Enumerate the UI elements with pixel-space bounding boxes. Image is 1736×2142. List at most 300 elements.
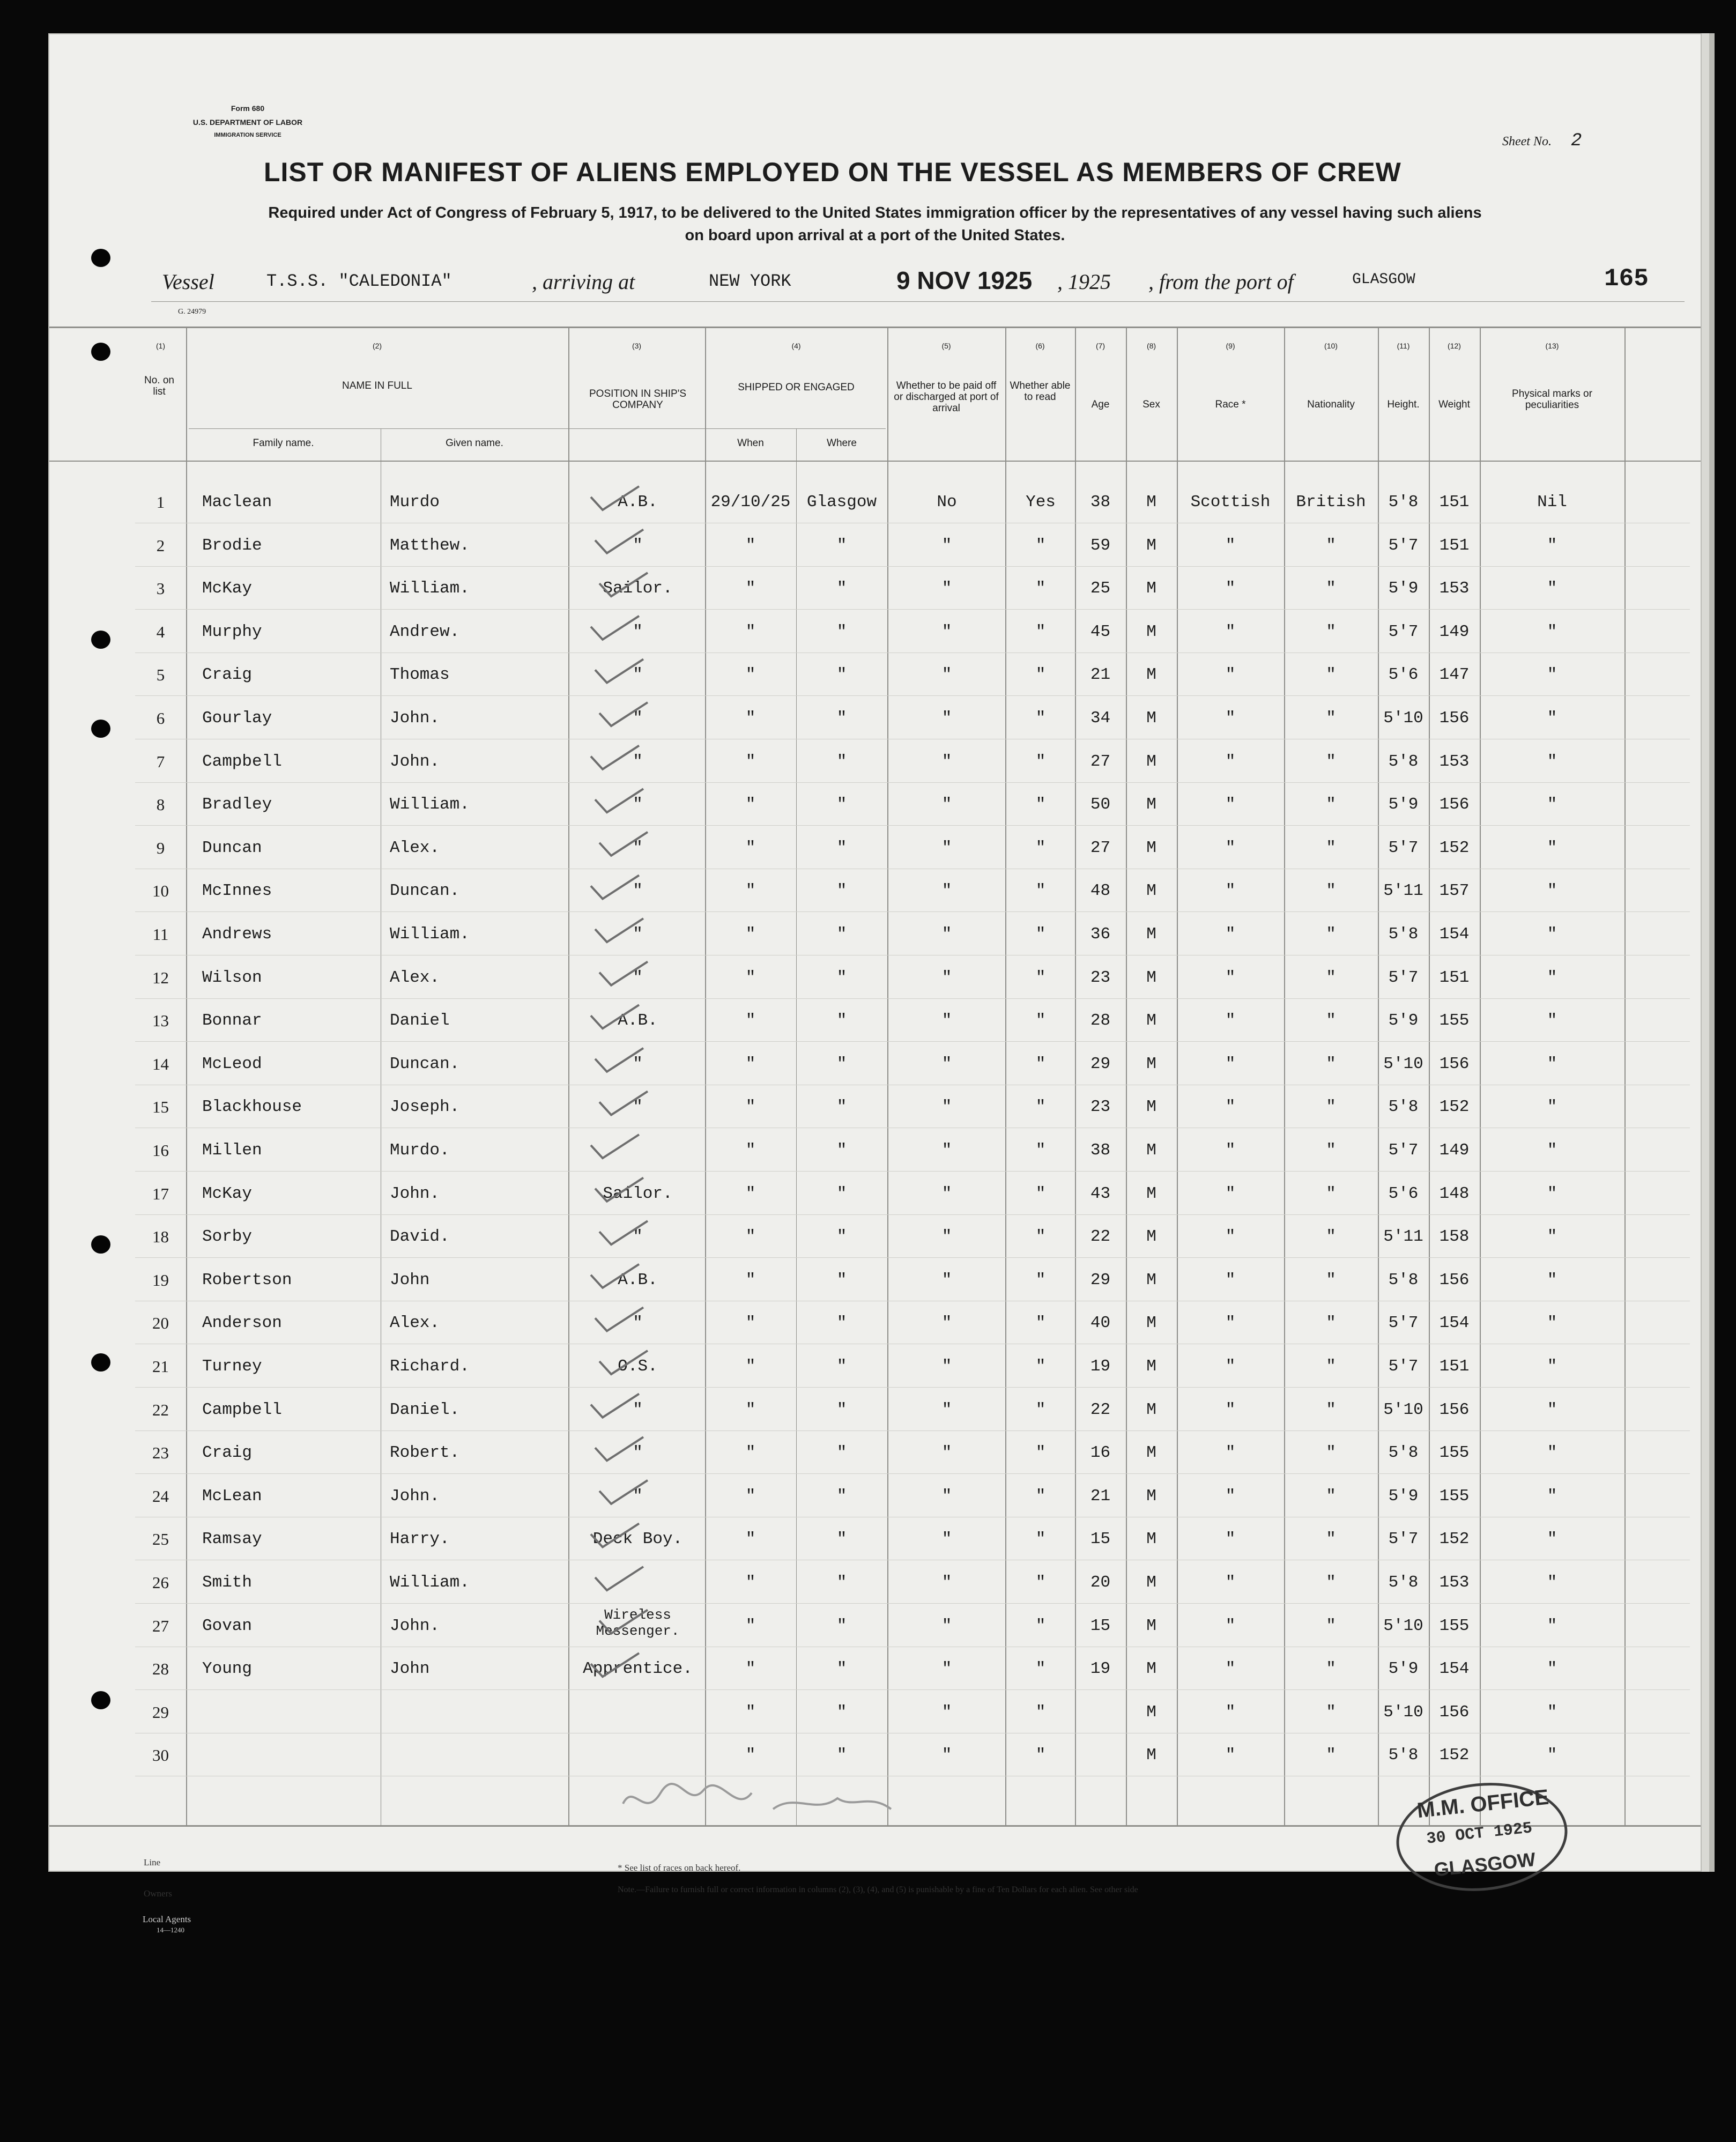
row-number-cell: 12 <box>152 968 169 987</box>
able-to-read-cell: " <box>1035 1573 1046 1592</box>
position-cell: " <box>633 795 643 814</box>
shipped-where-cell: " <box>836 579 847 598</box>
shipped-where-cell: " <box>836 1746 847 1765</box>
weight-cell: 151 <box>1439 493 1470 512</box>
sex-cell: M <box>1146 1443 1156 1463</box>
col12-header: Weight <box>1438 399 1470 410</box>
family-name-cell: Govan <box>202 1616 253 1635</box>
given-name-cell: John. <box>390 709 440 728</box>
row-number-cell: 2 <box>156 536 165 555</box>
sex-cell: M <box>1146 493 1156 512</box>
family-name-cell: Bonnar <box>202 1011 262 1031</box>
row-rule <box>135 1041 1690 1042</box>
vessel-line-rule <box>151 301 1685 302</box>
nationality-cell: " <box>1326 1270 1336 1289</box>
family-name-cell: Duncan <box>202 838 262 857</box>
weight-cell: 156 <box>1439 795 1470 814</box>
weight-cell: 156 <box>1439 1400 1470 1419</box>
col2-header: NAME IN FULL <box>342 380 412 391</box>
paid-off-cell: " <box>941 968 952 987</box>
table-row <box>49 1215 1701 1258</box>
sheet-label-text: Sheet No. <box>1502 135 1552 149</box>
paid-off-cell: " <box>941 752 952 771</box>
height-cell: 5'9 <box>1388 579 1419 598</box>
shipped-when-cell: " <box>745 1357 756 1376</box>
age-cell: 15 <box>1090 1530 1111 1549</box>
table-row <box>49 827 1701 870</box>
paid-off-cell: " <box>941 1573 952 1592</box>
height-cell: 5'7 <box>1388 536 1419 555</box>
nationality-cell: " <box>1326 665 1336 685</box>
position-cell: A.B. <box>618 493 658 512</box>
col1-header: No. on list <box>144 375 174 397</box>
nationality-cell: " <box>1326 1098 1336 1117</box>
age-cell: 23 <box>1090 968 1111 987</box>
paid-off-cell: " <box>941 1141 952 1160</box>
col8-header: Sex <box>1143 399 1160 410</box>
row-number-cell: 1 <box>156 493 165 512</box>
height-cell: 5'7 <box>1388 968 1419 987</box>
race-cell: " <box>1225 1530 1236 1549</box>
shipped-when-cell: " <box>745 1098 756 1117</box>
age-cell: 36 <box>1090 925 1111 944</box>
shipped-when-cell: " <box>745 579 756 598</box>
shipped-when-cell: " <box>745 1530 756 1549</box>
position-cell: Apprentice. <box>583 1659 693 1679</box>
paid-off-cell: " <box>941 1184 952 1203</box>
weight-cell: 155 <box>1439 1011 1470 1031</box>
paid-off-cell: " <box>941 1443 952 1463</box>
able-to-read-cell: " <box>1035 1098 1046 1117</box>
height-cell: 5'8 <box>1388 1270 1419 1289</box>
given-name-cell: John <box>390 1270 430 1289</box>
row-number-cell: 28 <box>152 1659 169 1679</box>
row-number-cell: 29 <box>152 1702 169 1722</box>
nationality-cell: " <box>1326 622 1336 641</box>
nationality-cell: " <box>1326 881 1336 901</box>
physical-marks-cell: " <box>1547 1270 1557 1289</box>
table-row <box>49 1173 1701 1215</box>
age-cell: 59 <box>1090 536 1111 555</box>
position-cell: " <box>633 968 643 987</box>
race-cell: " <box>1225 1098 1236 1117</box>
shipped-when-cell: 29/10/25 <box>710 493 791 512</box>
nationality-cell: " <box>1326 1141 1336 1160</box>
sex-cell: M <box>1146 968 1156 987</box>
age-cell: 22 <box>1090 1400 1111 1419</box>
race-cell: " <box>1225 709 1236 728</box>
weight-cell: 154 <box>1439 1314 1470 1333</box>
row-rule <box>135 566 1690 567</box>
position-cell: " <box>633 925 643 944</box>
form-number: Form 680 <box>231 104 265 113</box>
shipped-when-cell: " <box>745 622 756 641</box>
sheet-number: 2 <box>1570 131 1582 151</box>
paid-off-cell: " <box>941 881 952 901</box>
family-name-cell: Blackhouse <box>202 1098 302 1117</box>
family-name-cell: Craig <box>202 665 253 685</box>
shipped-when-cell: " <box>745 838 756 857</box>
row-number-cell: 27 <box>152 1616 169 1635</box>
able-to-read-cell: " <box>1035 665 1046 685</box>
nationality-cell: " <box>1326 1443 1336 1463</box>
physical-marks-cell: " <box>1547 1486 1557 1506</box>
sex-cell: M <box>1146 665 1156 685</box>
table-row <box>49 1561 1701 1604</box>
race-cell: " <box>1225 838 1236 857</box>
shipped-where-cell: " <box>836 665 847 685</box>
given-name-cell: Andrew. <box>390 622 460 641</box>
col11-header: Height. <box>1387 399 1420 410</box>
weight-cell: 154 <box>1439 925 1470 944</box>
table-row <box>49 611 1701 654</box>
paid-off-cell: " <box>941 536 952 555</box>
able-to-read-cell: " <box>1035 1443 1046 1463</box>
shipped-when-cell: " <box>745 1011 756 1031</box>
department-name: U.S. DEPARTMENT OF LABOR <box>192 118 303 127</box>
family-name-cell: Sorby <box>202 1227 253 1247</box>
weight-cell: 152 <box>1439 838 1470 857</box>
nationality-cell: " <box>1326 1184 1336 1203</box>
nationality-cell: " <box>1326 1011 1336 1031</box>
weight-cell: 152 <box>1439 1530 1470 1549</box>
paid-off-cell: " <box>941 1011 952 1031</box>
weight-cell: 153 <box>1439 1573 1470 1592</box>
position-cell: " <box>633 752 643 771</box>
able-to-read-cell: Yes <box>1026 493 1056 512</box>
physical-marks-cell: " <box>1547 1011 1557 1031</box>
height-cell: 5'9 <box>1388 1486 1419 1506</box>
sex-cell: M <box>1146 1314 1156 1333</box>
age-cell: 45 <box>1090 622 1111 641</box>
sex-cell: M <box>1146 536 1156 555</box>
sex-cell: M <box>1146 1227 1156 1247</box>
shipped-where-cell: " <box>836 1486 847 1506</box>
nationality-cell: " <box>1326 1314 1336 1333</box>
table-row <box>49 957 1701 999</box>
sex-cell: M <box>1146 1184 1156 1203</box>
col13-number: (13) <box>1545 342 1559 350</box>
row-number-cell: 20 <box>152 1314 169 1333</box>
family-name-cell: McKay <box>202 1184 253 1203</box>
year-label: , 1925 <box>1057 270 1111 294</box>
col2b-header: Given name. <box>446 438 503 449</box>
sex-cell: M <box>1146 1098 1156 1117</box>
nationality-cell: " <box>1326 709 1336 728</box>
height-cell: 5'10 <box>1383 1054 1423 1073</box>
table-row <box>49 654 1701 696</box>
table-row <box>49 1734 1701 1777</box>
physical-marks-cell: " <box>1547 1746 1557 1765</box>
table-row <box>49 481 1701 524</box>
sex-cell: M <box>1146 925 1156 944</box>
sex-cell: M <box>1146 579 1156 598</box>
race-cell: " <box>1225 1141 1236 1160</box>
col11-number: (11) <box>1397 342 1410 350</box>
col5-header: Whether to be paid off or discharged at port of arrival <box>894 380 999 414</box>
family-name-cell: McLean <box>202 1486 262 1506</box>
row-number-cell: 11 <box>152 925 169 944</box>
age-cell: 25 <box>1090 579 1111 598</box>
height-cell: 5'8 <box>1388 1443 1419 1463</box>
shipped-where-cell: " <box>836 1098 847 1117</box>
table-row <box>49 740 1701 783</box>
height-cell: 5'6 <box>1388 1184 1419 1203</box>
nationality-cell: " <box>1326 1400 1336 1419</box>
position-cell: " <box>633 622 643 641</box>
row-number-cell: 7 <box>156 752 165 771</box>
height-cell: 5'7 <box>1388 838 1419 857</box>
height-cell: 5'8 <box>1388 493 1419 512</box>
physical-marks-cell: " <box>1547 1314 1557 1333</box>
given-name-cell: Murdo. <box>390 1141 450 1160</box>
stamp-city: GLASGOW <box>1433 1848 1537 1881</box>
height-cell: 5'7 <box>1388 1314 1419 1333</box>
subtitle-line-2: on board upon arrival at a port of the United States. <box>685 227 1065 244</box>
height-cell: 5'8 <box>1388 925 1419 944</box>
shipped-when-cell: " <box>745 1184 756 1203</box>
race-cell: " <box>1225 1702 1236 1722</box>
able-to-read-cell: " <box>1035 752 1046 771</box>
given-name-cell: Duncan. <box>390 1054 460 1073</box>
height-cell: 5'7 <box>1388 1141 1419 1160</box>
col4a-header: When <box>737 438 764 449</box>
shipped-where-cell: " <box>836 1270 847 1289</box>
able-to-read-cell: " <box>1035 1011 1046 1031</box>
given-name-cell: John. <box>390 752 440 771</box>
race-cell: " <box>1225 1270 1236 1289</box>
col3-number: (3) <box>632 342 642 350</box>
page-number: 165 <box>1604 265 1649 293</box>
given-name-cell: David. <box>390 1227 450 1247</box>
shipped-when-cell: " <box>745 1659 756 1679</box>
handwritten-annotation <box>612 1772 934 1847</box>
given-name-cell: Alex. <box>390 1314 440 1333</box>
able-to-read-cell: " <box>1035 536 1046 555</box>
shipped-where-cell: " <box>836 881 847 901</box>
binder-hole <box>91 249 110 267</box>
shipped-where-cell: " <box>836 1659 847 1679</box>
given-name-cell: William. <box>390 1573 470 1592</box>
paid-off-cell: " <box>941 1054 952 1073</box>
nationality-cell: " <box>1326 752 1336 771</box>
shipped-where-cell: " <box>836 1054 847 1073</box>
race-cell: " <box>1225 881 1236 901</box>
row-number-cell: 22 <box>152 1400 169 1419</box>
sex-cell: M <box>1146 1270 1156 1289</box>
shipped-where-cell: " <box>836 1227 847 1247</box>
age-cell: 27 <box>1090 752 1111 771</box>
age-cell: 43 <box>1090 1184 1111 1203</box>
table-row <box>49 913 1701 956</box>
sex-cell: M <box>1146 1616 1156 1635</box>
race-cell: " <box>1225 1054 1236 1073</box>
family-name-cell: McKay <box>202 579 253 598</box>
sex-cell: M <box>1146 1054 1156 1073</box>
table-row <box>49 1086 1701 1129</box>
row-number-cell: 16 <box>152 1141 169 1160</box>
paid-off-cell: " <box>941 665 952 685</box>
footer-owners-label: Owners <box>144 1888 172 1899</box>
able-to-read-cell: " <box>1035 1746 1046 1765</box>
sex-cell: M <box>1146 1141 1156 1160</box>
row-rule <box>135 1214 1690 1215</box>
able-to-read-cell: " <box>1035 1486 1046 1506</box>
position-cell: Sailor. <box>603 1184 673 1203</box>
position-cell: " <box>633 709 643 728</box>
given-name-cell: John. <box>390 1616 440 1635</box>
table-row <box>49 870 1701 913</box>
given-name-cell: Harry. <box>390 1530 450 1549</box>
table-row <box>49 1475 1701 1518</box>
table-row <box>49 1345 1701 1388</box>
nationality-cell: " <box>1326 1616 1336 1635</box>
age-cell: 38 <box>1090 1141 1111 1160</box>
position-cell: " <box>633 1054 643 1073</box>
shipped-where-cell: " <box>836 1011 847 1031</box>
nationality-cell: " <box>1326 838 1336 857</box>
height-cell: 5'8 <box>1388 752 1419 771</box>
table-row <box>49 1129 1701 1172</box>
physical-marks-cell: " <box>1547 968 1557 987</box>
able-to-read-cell: " <box>1035 838 1046 857</box>
nationality-cell: " <box>1326 795 1336 814</box>
sex-cell: M <box>1146 1702 1156 1722</box>
col2-number: (2) <box>372 342 382 350</box>
from-port-label: , from the port of <box>1148 270 1294 294</box>
shipped-where-cell: " <box>836 1530 847 1549</box>
paid-off-cell: " <box>941 622 952 641</box>
given-name-cell: John. <box>390 1486 440 1506</box>
sex-cell: M <box>1146 881 1156 901</box>
row-number-cell: 25 <box>152 1530 169 1549</box>
paid-off-cell: " <box>941 1357 952 1376</box>
physical-marks-cell: " <box>1547 752 1557 771</box>
footer-note-star: * See list of races on back hereof. <box>618 1863 741 1873</box>
col3-header: POSITION IN SHIP'S COMPANY <box>589 388 686 411</box>
race-cell: " <box>1225 1616 1236 1635</box>
paid-off-cell: No <box>937 493 957 512</box>
stamp-office: M.M. OFFICE <box>1415 1785 1550 1823</box>
physical-marks-cell: " <box>1547 1184 1557 1203</box>
weight-cell: 156 <box>1439 1054 1470 1073</box>
physical-marks-cell: " <box>1547 622 1557 641</box>
shipped-where-cell: " <box>836 622 847 641</box>
table-row <box>49 783 1701 826</box>
shipped-where-cell: " <box>836 1184 847 1203</box>
position-cell: " <box>633 1486 643 1506</box>
given-name-cell: Duncan. <box>390 881 460 901</box>
form-code: G. 24979 <box>178 308 206 316</box>
shipped-where-cell: " <box>836 968 847 987</box>
row-rule <box>135 1689 1690 1690</box>
table-row <box>49 1259 1701 1302</box>
table-row <box>49 1389 1701 1432</box>
col13-header: Physical marks or peculiarities <box>1512 388 1592 411</box>
paid-off-cell: " <box>941 709 952 728</box>
col4-header: SHIPPED OR ENGAGED <box>738 382 855 393</box>
position-cell: " <box>633 665 643 685</box>
row-number-cell: 8 <box>156 795 165 814</box>
row-rule <box>135 911 1690 912</box>
shipped-where-cell: " <box>836 1573 847 1592</box>
col10-header: Nationality <box>1307 399 1355 410</box>
col12-number: (12) <box>1448 342 1461 350</box>
race-cell: " <box>1225 1659 1236 1679</box>
given-name-cell: Matthew. <box>390 536 470 555</box>
age-cell: 28 <box>1090 1011 1111 1031</box>
row-number-cell: 18 <box>152 1227 169 1247</box>
sex-cell: M <box>1146 1530 1156 1549</box>
row-rule <box>135 782 1690 783</box>
height-cell: 5'7 <box>1388 1530 1419 1549</box>
manifest-title: LIST OR MANIFEST OF ALIENS EMPLOYED ON THE VESSEL AS MEMBERS OF CREW <box>264 157 1401 187</box>
shipped-when-cell: " <box>745 968 756 987</box>
family-name-cell: Maclean <box>202 493 272 512</box>
given-name-cell: Robert. <box>390 1443 460 1463</box>
able-to-read-cell: " <box>1035 1400 1046 1419</box>
weight-cell: 148 <box>1439 1184 1470 1203</box>
shipped-when-cell: " <box>745 665 756 685</box>
footer-local-agents: Local Agents <box>143 1914 191 1924</box>
family-name-cell: McLeod <box>202 1054 262 1073</box>
able-to-read-cell: " <box>1035 1227 1046 1247</box>
physical-marks-cell: " <box>1547 1702 1557 1722</box>
given-name-cell: Alex. <box>390 838 440 857</box>
weight-cell: 149 <box>1439 622 1470 641</box>
physical-marks-cell: " <box>1547 579 1557 598</box>
physical-marks-cell: " <box>1547 1141 1557 1160</box>
physical-marks-cell: " <box>1547 1357 1557 1376</box>
sex-cell: M <box>1146 1659 1156 1679</box>
weight-cell: 151 <box>1439 536 1470 555</box>
weight-cell: 158 <box>1439 1227 1470 1247</box>
shipped-where-cell: " <box>836 1616 847 1635</box>
shipped-where-cell: " <box>836 709 847 728</box>
position-cell: Wireless Messenger. <box>596 1606 680 1639</box>
nationality-cell: " <box>1326 1659 1336 1679</box>
col4b-header: Where <box>827 438 857 449</box>
nationality-cell: " <box>1326 1530 1336 1549</box>
col6-header: Whether able to read <box>1010 380 1071 403</box>
age-cell: 34 <box>1090 709 1111 728</box>
sex-cell: M <box>1146 709 1156 728</box>
weight-cell: 156 <box>1439 1270 1470 1289</box>
physical-marks-cell: " <box>1547 1443 1557 1463</box>
family-name-cell: Turney <box>202 1357 262 1376</box>
height-cell: 5'10 <box>1383 709 1423 728</box>
sex-cell: M <box>1146 1011 1156 1031</box>
height-cell: 5'9 <box>1388 1011 1419 1031</box>
given-name-cell: Richard. <box>390 1357 470 1376</box>
table-row <box>49 1691 1701 1734</box>
height-cell: 5'10 <box>1383 1400 1423 1419</box>
table-row <box>49 567 1701 610</box>
stamp-date: 30 OCT 1925 <box>1426 1819 1533 1849</box>
position-cell: " <box>633 1098 643 1117</box>
col5-number: (5) <box>941 342 951 350</box>
physical-marks-cell: " <box>1547 795 1557 814</box>
shipped-where-cell: " <box>836 1702 847 1722</box>
family-name-cell: Gourlay <box>202 709 272 728</box>
physical-marks-cell: " <box>1547 1054 1557 1073</box>
table-row <box>49 1302 1701 1345</box>
weight-cell: 153 <box>1439 579 1470 598</box>
shipped-when-cell: " <box>745 752 756 771</box>
physical-marks-cell: " <box>1547 665 1557 685</box>
weight-cell: 155 <box>1439 1443 1470 1463</box>
weight-cell: 157 <box>1439 881 1470 901</box>
